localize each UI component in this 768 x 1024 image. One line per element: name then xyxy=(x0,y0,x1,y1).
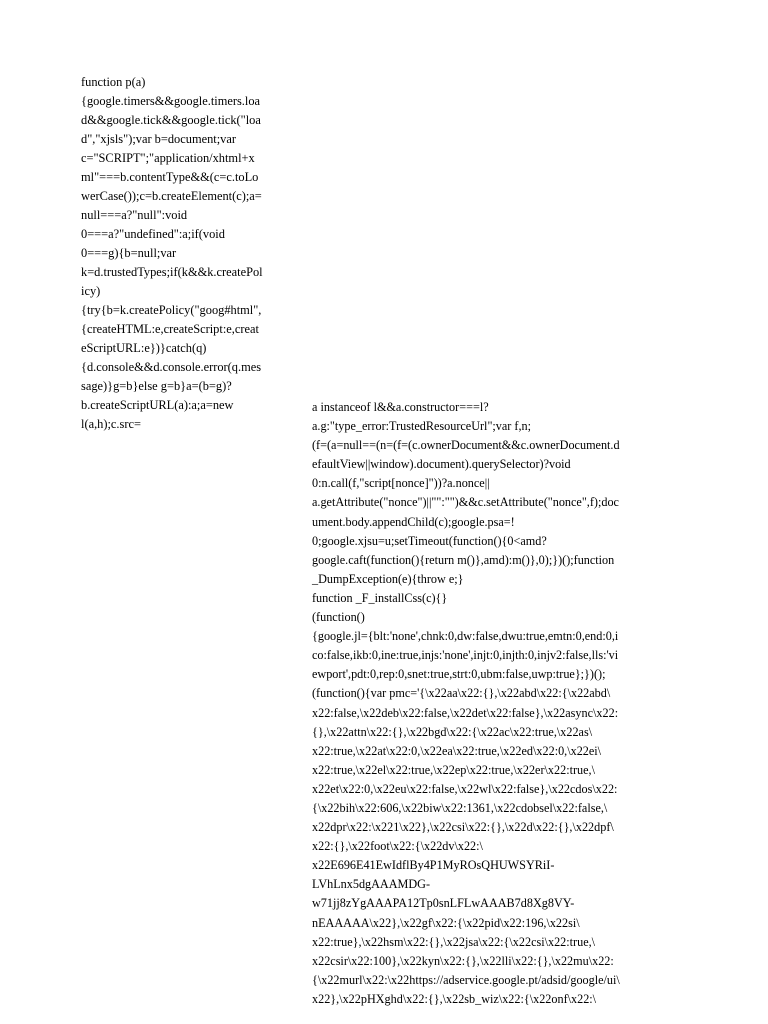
code-line: ewport',pdt:0,rep:0,snet:true,strt:0,ubm:false,uwp:true};})(); xyxy=(312,667,606,682)
code-line: b.createScriptURL(a):a;a=new xyxy=(81,398,234,412)
code-line: {createHTML:e,createScript:e,creat xyxy=(81,322,259,336)
code-line: 0===g){b=null;var xyxy=(81,246,177,260)
code-line: x22E696E41EwIdflBy4P1MyROsQHUWSYRiI- xyxy=(312,858,555,873)
code-line: k=d.trustedTypes;if(k&&k.createPol xyxy=(81,265,263,279)
code-line: sage)}g=b}else g=b}a=(b=g)? xyxy=(81,379,232,393)
code-line: x22:true},\x22hsm\x22:{},\x22jsa\x22:{\x22csi\x22:true,\ xyxy=(312,934,596,949)
code-line: x22:true,\x22el\x22:true,\x22ep\x22:true,\x22er\x22:true,\ xyxy=(312,762,595,777)
code-line: {\x22bih\x22:606,\x22biw\x22:1361,\x22cdobsel\x22:false,\ xyxy=(312,800,608,815)
code-line: ml"===b.contentType&&(c=c.toLo xyxy=(81,170,259,184)
code-line: icy) xyxy=(81,284,101,298)
code-line: x22:{},\x22foot\x22:{\x22dv\x22:\ xyxy=(312,839,483,854)
code-line: {google.timers&&google.timers.loa xyxy=(81,94,261,108)
code-line: x22:false,\x22deb\x22:false,\x22det\x22:false},\x22async\x22: xyxy=(312,705,619,720)
code-line: a.getAttribute("nonce")||"":"")&&c.setAttribute("nonce",f);doc xyxy=(312,495,619,510)
code-line: a instanceof l&&a.constructor===l? xyxy=(312,400,489,414)
code-text-right-column xyxy=(312,398,620,1009)
code-line: {d.console&&d.console.error(q.mes xyxy=(81,360,262,374)
code-line: (function() xyxy=(312,610,365,625)
code-line: 0===a?"undefined":a;if(void xyxy=(81,227,225,241)
code-text-left-column xyxy=(81,73,263,434)
code-line: d","xjsls");var b=document;var xyxy=(81,132,236,146)
code-line: (f=(a=null==(n=(f=(c.ownerDocument&&c.ownerDocument.d xyxy=(312,438,620,453)
code-line: 0;google.xjsu=u;setTimeout(function(){0<amd? xyxy=(312,533,547,548)
code-line: ument.body.appendChild(c);google.psa=! xyxy=(312,514,515,529)
code-line: a.g:"type_error:TrustedResourceUrl";var f,n; xyxy=(312,419,531,434)
code-line: 0:n.call(f,"script[nonce]"))?a.nonce|| xyxy=(312,476,490,491)
code-line: {try{b=k.createPolicy("goog#html", xyxy=(81,303,262,317)
code-line: x22et\x22:0,\x22eu\x22:false,\x22wl\x22:false},\x22cdos\x22: xyxy=(312,781,618,796)
code-line: c="SCRIPT";"application/xhtml+x xyxy=(81,151,255,165)
code-line: x22},\x22pHXghd\x22:{},\x22sb_wiz\x22:{\x22onf\x22:\ xyxy=(312,991,597,1006)
code-line: w71jj8zYgAAAPA12Tp0snLFLwAAAB7d8Xg8VY- xyxy=(312,896,575,911)
code-line: {\x22murl\x22:\x22https://adservice.google.pt/adsid/google/ui\ xyxy=(312,972,620,987)
code-line: {},\x22attn\x22:{},\x22bgd\x22:{\x22ac\x22:true,\x22as\ xyxy=(312,724,593,739)
code-line: efaultView||window).document).querySelector)?void xyxy=(312,457,571,472)
code-line: x22:true,\x22at\x22:0,\x22ea\x22:true,\x22ed\x22:0,\x22ei\ xyxy=(312,743,602,758)
code-line: l(a,h);c.src= xyxy=(81,417,141,431)
code-line: function p(a) xyxy=(81,75,146,89)
code-line: x22csir\x22:100},\x22kyn\x22:{},\x22lli\x22:{},\x22mu\x22: xyxy=(312,953,614,968)
code-line: function _F_installCss(c){} xyxy=(312,590,448,605)
code-line: x22dpr\x22:\x221\x22},\x22csi\x22:{},\x22d\x22:{},\x22dpf\ xyxy=(312,820,614,835)
code-line: _DumpException(e){throw e;} xyxy=(312,571,464,586)
code-line: {google.jl={blt:'none',chnk:0,dw:false,dwu:true,emtn:0,end:0,i xyxy=(312,629,619,644)
code-line: eScriptURL:e})}catch(q) xyxy=(81,341,207,355)
code-line: LVhLnx5dgAAAMDG- xyxy=(312,877,431,892)
code-line: werCase());c=b.createElement(c);a= xyxy=(81,189,262,203)
code-line: (function(){var pmc='{\x22aa\x22:{},\x22abd\x22:{\x22abd\ xyxy=(312,686,611,701)
code-line: nEAAAAA\x22},\x22gf\x22:{\x22pid\x22:196,\x22si\ xyxy=(312,915,580,930)
code-line: co:false,ikb:0,ine:true,injs:'none',injt:0,injth:0,injv2:false,lls:'vi xyxy=(312,648,619,663)
code-line: null===a?"null":void xyxy=(81,208,188,222)
code-line: d&&google.tick&&google.tick("loa xyxy=(81,113,261,127)
code-line: google.caft(function(){return m()},amd):m()},0);})();function xyxy=(312,552,615,567)
